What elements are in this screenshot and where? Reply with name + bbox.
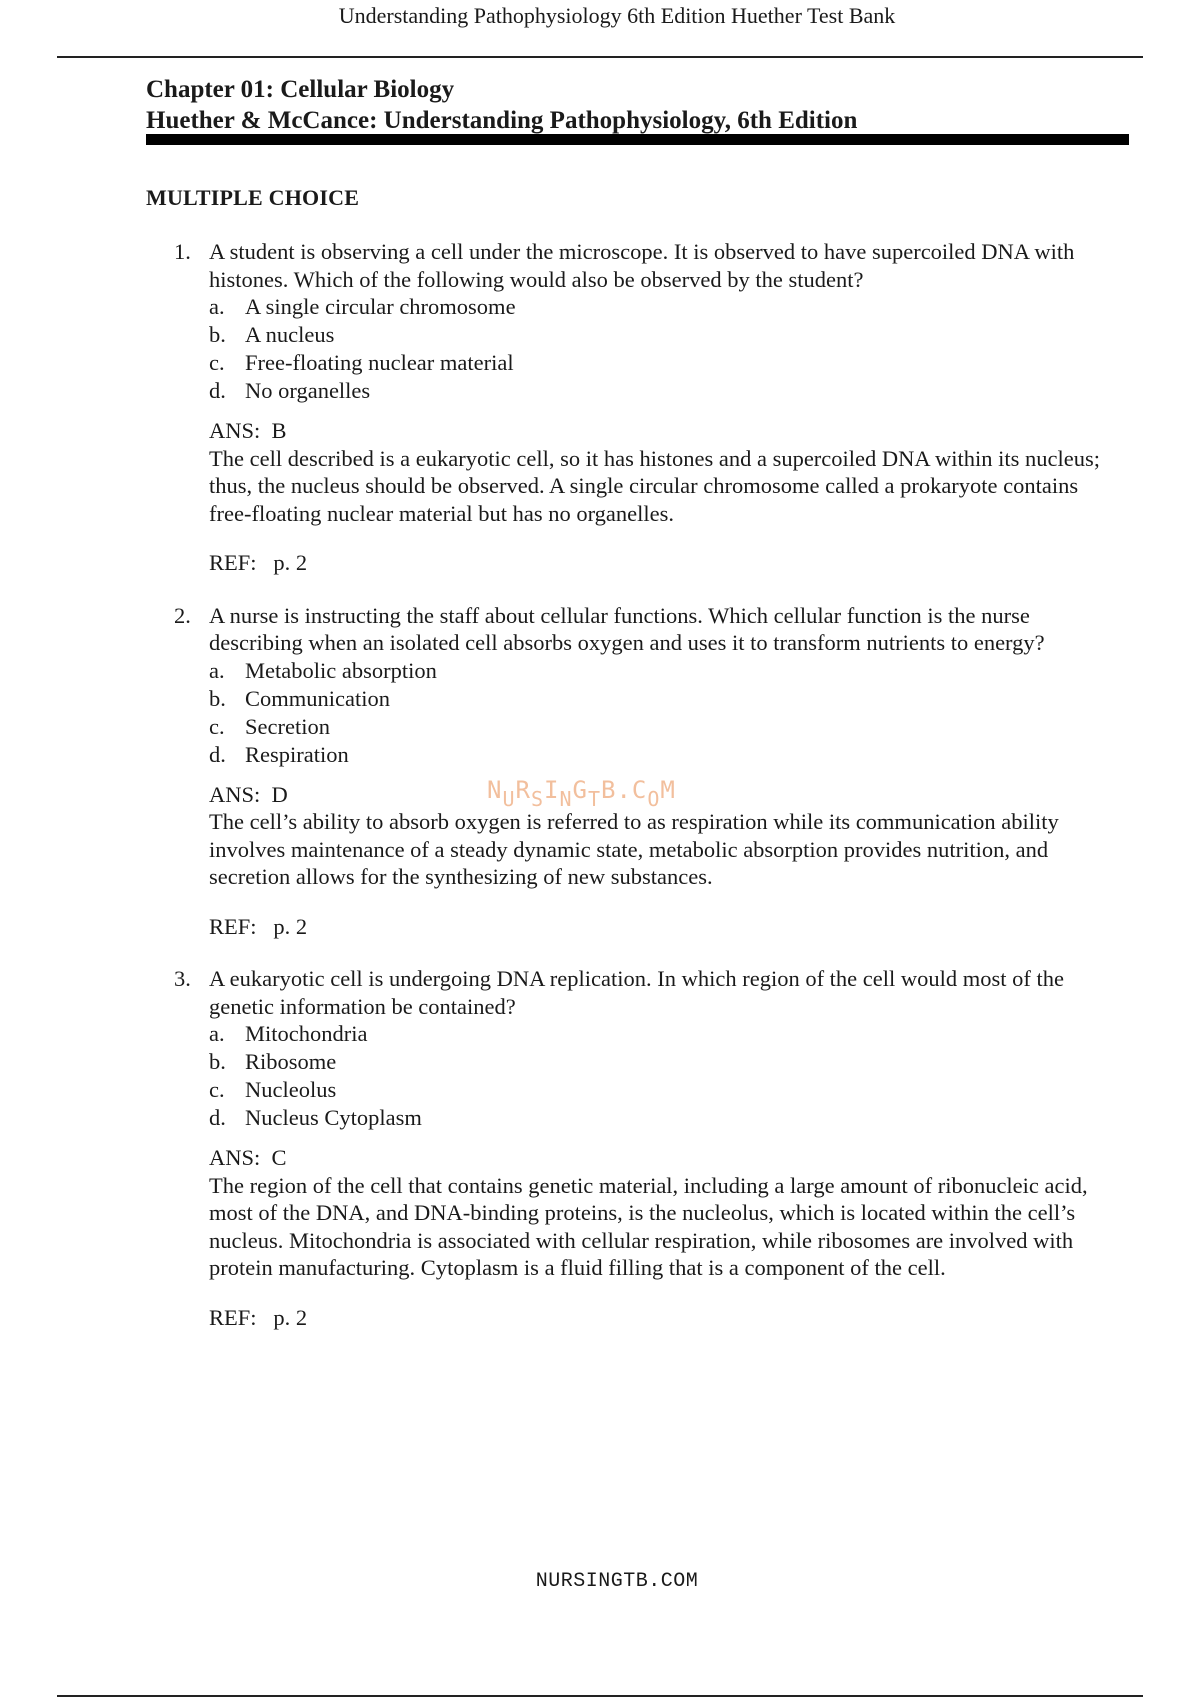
question-number: 2.: [174, 602, 191, 628]
choice-text: No organelles: [245, 378, 371, 403]
choice-letter: d.: [209, 378, 226, 403]
choice-a: [0, 1020, 1200, 1048]
answer-label: ANS:: [209, 781, 261, 807]
choice-list: [0, 293, 1200, 405]
choice-c: [0, 713, 1200, 741]
answer-block: [209, 1144, 1121, 1282]
footer-site-name: NURSINGTB.COM: [535, 1570, 699, 1593]
question-2: [0, 602, 1200, 941]
choice-letter: d.: [209, 1105, 226, 1130]
question-list: [0, 238, 1200, 1331]
choice-c: [0, 1076, 1200, 1104]
choice-letter: c.: [209, 713, 225, 739]
choice-text: Secretion: [245, 713, 330, 739]
choice-c: [0, 349, 1200, 377]
choice-list: [0, 1020, 1200, 1132]
answer-key: C: [271, 1145, 287, 1170]
choice-a: [0, 657, 1200, 685]
answer-label: ANS:: [209, 418, 261, 443]
header-rule: [57, 56, 1143, 58]
chapter-title: Chapter 01: Cellular Biology: [146, 76, 455, 103]
answer-block: [209, 775, 1121, 891]
choice-list: [0, 657, 1200, 769]
choice-letter: b.: [209, 322, 226, 347]
choice-letter: c.: [209, 1077, 225, 1102]
choice-letter: b.: [209, 685, 226, 711]
question-1: [0, 238, 1200, 577]
question-number: 1.: [174, 239, 191, 264]
reference-line: [209, 549, 1200, 577]
chapter-heading: [146, 74, 857, 136]
section-heading: MULTIPLE CHOICE: [146, 185, 360, 210]
answer-rationale: The cell’s ability to absorb oxygen is referred to as respiration while its communication ability involves maintenance of a steady dynamic state, metabolic absorption provides nutrition, and secretion allows for the synthesizing of new substances.: [209, 809, 1059, 889]
answer-rationale: The cell described is a eukaryotic cell, so it has histones and a supercoiled DNA within its nucleus; thus, the nucleus should be observed. A single circular chromosome called a prokaryote contains free-floating nuclear material but has no organelles.: [209, 445, 1101, 526]
choice-b: [0, 321, 1200, 349]
choice-a: [0, 293, 1200, 321]
choice-text: A single circular chromosome: [245, 294, 516, 319]
choice-text: Nucleolus: [245, 1077, 337, 1102]
ref-label: REF:: [209, 1304, 257, 1330]
choice-b: [0, 1048, 1200, 1076]
reference-line: [209, 1304, 1200, 1332]
chapter-subtitle: Huether & McCance: Understanding Pathophysiology, 6th Edition: [146, 107, 858, 134]
question-stem: A eukaryotic cell is undergoing DNA replication. In which region of the cell would most of the genetic information be contained?: [209, 966, 1065, 1019]
choice-d: [0, 1104, 1200, 1132]
question-number: 3.: [174, 966, 191, 991]
answer-line: [209, 417, 1121, 445]
choice-letter: b.: [209, 1049, 226, 1074]
choice-text: A nucleus: [245, 322, 335, 347]
choice-text: Free-floating nuclear material: [245, 350, 514, 375]
ref-page: p. 2: [273, 1304, 308, 1330]
choice-letter: a.: [209, 1021, 225, 1046]
choice-d: [0, 377, 1200, 405]
ref-label: REF:: [209, 913, 257, 939]
answer-block: [209, 417, 1121, 527]
ref-label: REF:: [209, 550, 257, 575]
choice-text: Metabolic absorption: [245, 657, 437, 683]
ref-page: p. 2: [273, 913, 308, 939]
choice-b: [0, 685, 1200, 713]
answer-label: ANS:: [209, 1145, 261, 1170]
answer-key: D: [271, 781, 288, 807]
watermark-logo: $N_UR_SI_NG_TB.C_OM$: [487, 775, 676, 811]
choice-text: Respiration: [245, 741, 349, 767]
choice-letter: c.: [209, 350, 225, 375]
choice-text: Communication: [245, 685, 390, 711]
footer-rule: [57, 1695, 1143, 1697]
answer-key: B: [271, 418, 287, 443]
choice-letter: a.: [209, 657, 225, 683]
question-stem: A nurse is instructing the staff about cellular functions. Which cellular function is the nurse describing when an isolated cell absorbs oxygen and uses it to transform nutrients to energy?: [209, 602, 1045, 655]
choice-letter: a.: [209, 294, 225, 319]
chapter-divider-bar: [146, 134, 1129, 145]
choice-d: [0, 741, 1200, 769]
choice-text: Ribosome: [245, 1049, 337, 1074]
question-3: [0, 965, 1200, 1331]
answer-line: [209, 1144, 1121, 1172]
ref-page: p. 2: [273, 550, 308, 575]
choice-text: Nucleus Cytoplasm: [245, 1105, 422, 1130]
question-stem: A student is observing a cell under the microscope. It is observed to have supercoiled DNA with histones. Which of the following would also be observed by the student?: [209, 239, 1075, 292]
reference-line: [209, 913, 1200, 941]
choice-text: Mitochondria: [245, 1021, 368, 1046]
running-header: Understanding Pathophysiology 6th Edition Huether Test Bank: [338, 3, 896, 28]
choice-letter: d.: [209, 741, 226, 767]
answer-rationale: The region of the cell that contains genetic material, including a large amount of ribonucleic acid, most of the DNA, and DNA-binding proteins, is the nucleolus, which is located within the cell’s nucleus. Mitochondria is associated with cellular respiration, while ribosomes are involved with protein manufacturing. Cytoplasm is a fluid filling that is a component of the cell.: [209, 1172, 1088, 1280]
